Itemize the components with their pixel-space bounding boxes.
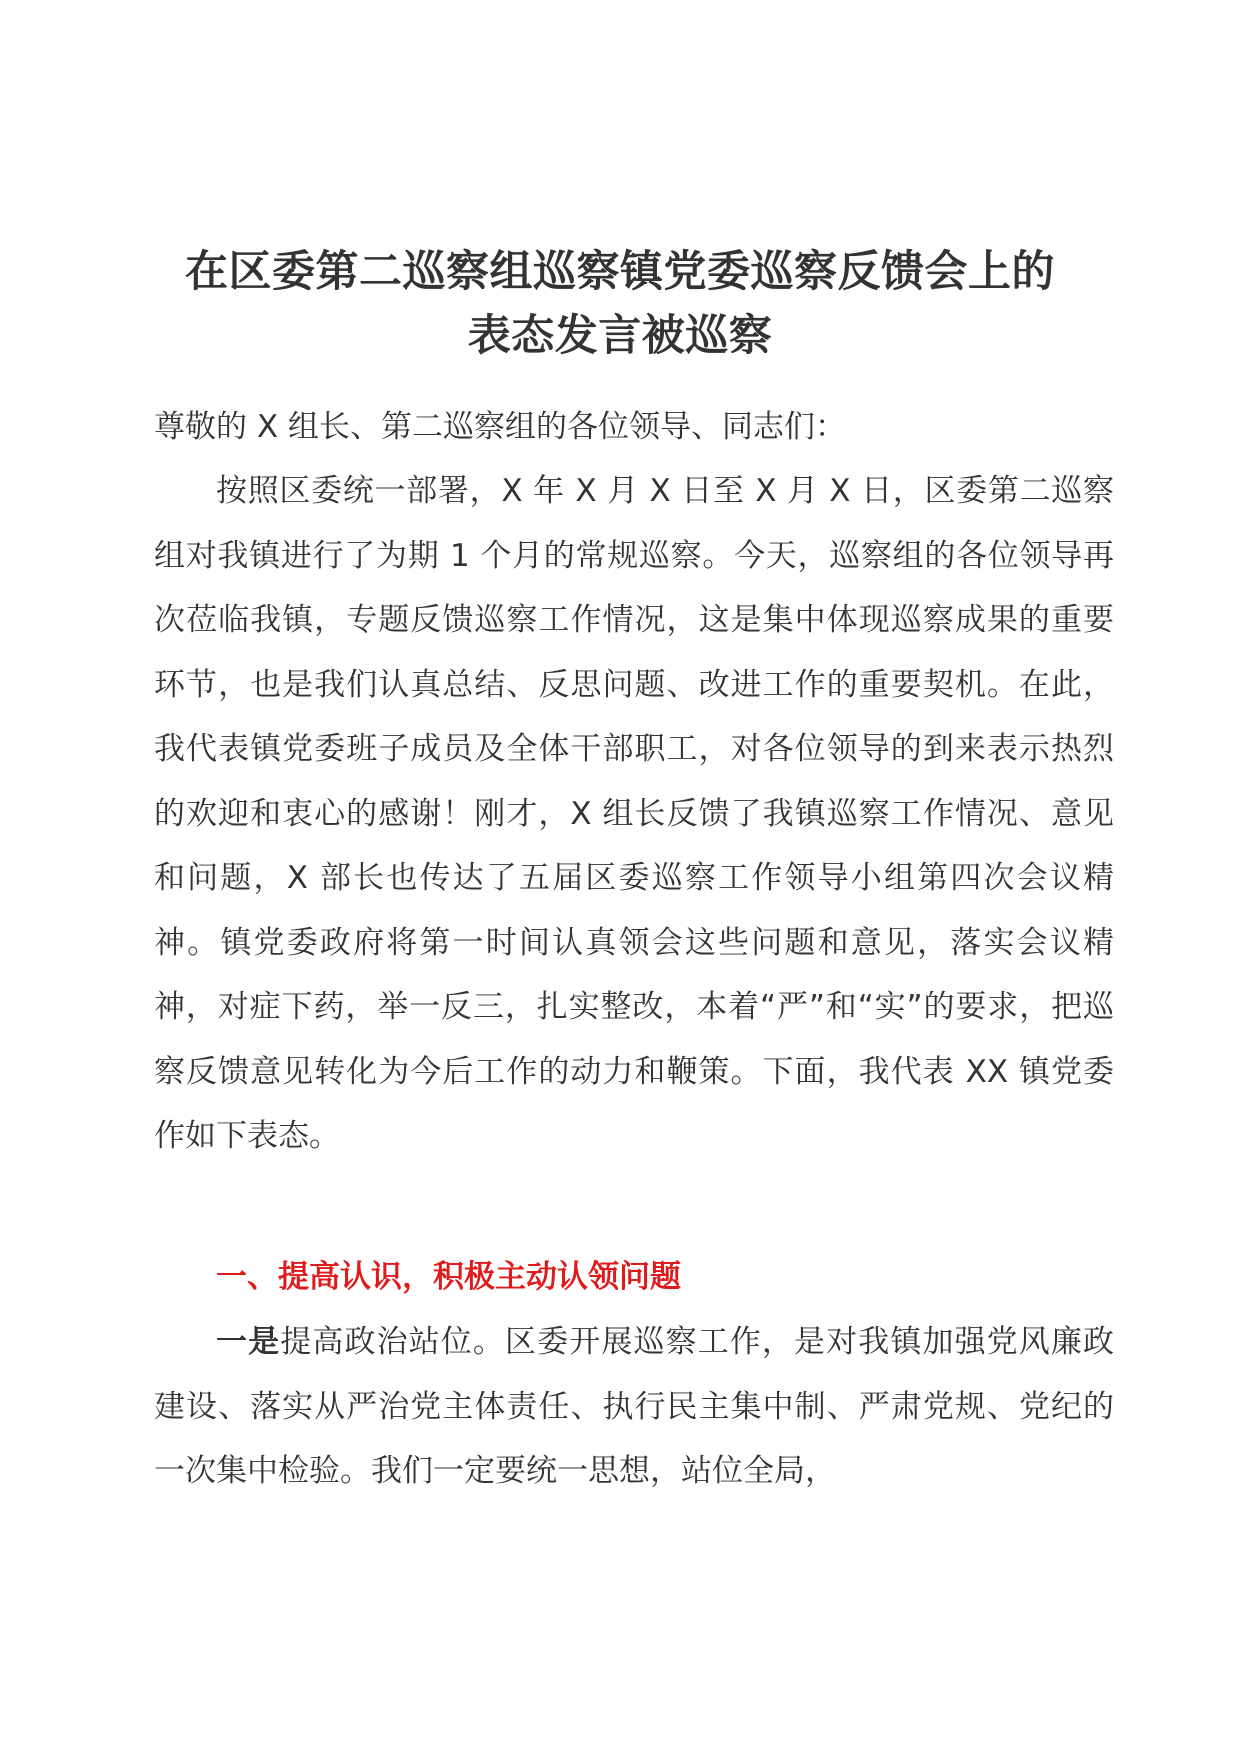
salutation: 尊敬的 X 组长、第二巡察组的各位领导、同志们： <box>154 409 846 445</box>
document-title-line-1: 在区委第二巡察组巡察镇党委巡察反馈会上的 <box>185 247 1055 297</box>
document-title-line-2: 表态发言被巡察 <box>467 311 773 361</box>
paragraph-political-position <box>154 1310 1114 1504</box>
paragraph-lead-bold: 一是 <box>216 1324 281 1360</box>
paragraph-intro: 按照区委统一部署，X 年 X 月 X 日至 X 月 X 日，区委第二巡察组对我镇进行了为期 1 个月的常规巡察。今天，巡察组的各位领导再次莅临我镇，专题反馈巡察工作情况，这是集中体现巡察成果的重要环节，也是我们认真总结、反思问题、改进工作的重要契机。在此，我代表镇党委班子成员及全体干部职工，对各位领导的到来表示热烈的欢迎和衷心的感谢！刚才，X 组长反馈了我镇巡察工作情况、意见和问题，X 部长也传达了五届区委巡察工作领导小组第四次会议精神。镇党委政府将第一时间认真领会这些问题和意见，落实会议精神，对症下药，举一反三，扎实整改，本着“严”和“实”的要求，把巡察反馈意见转化为今后工作的动力和鞭策。下面，我代表 XX 镇党委作如下表态。 <box>154 473 1114 1154</box>
paragraph-body: 提高政治站位。区委开展巡察工作，是对我镇加强党风廉政建设、落实从严治党主体责任、执行民主集中制、严肃党规、党纪的一次集中检验。我们一定要统一思想，站位全局， <box>154 1324 1115 1489</box>
section-heading-1: 一、提高认识，积极主动认领问题 <box>216 1259 681 1295</box>
